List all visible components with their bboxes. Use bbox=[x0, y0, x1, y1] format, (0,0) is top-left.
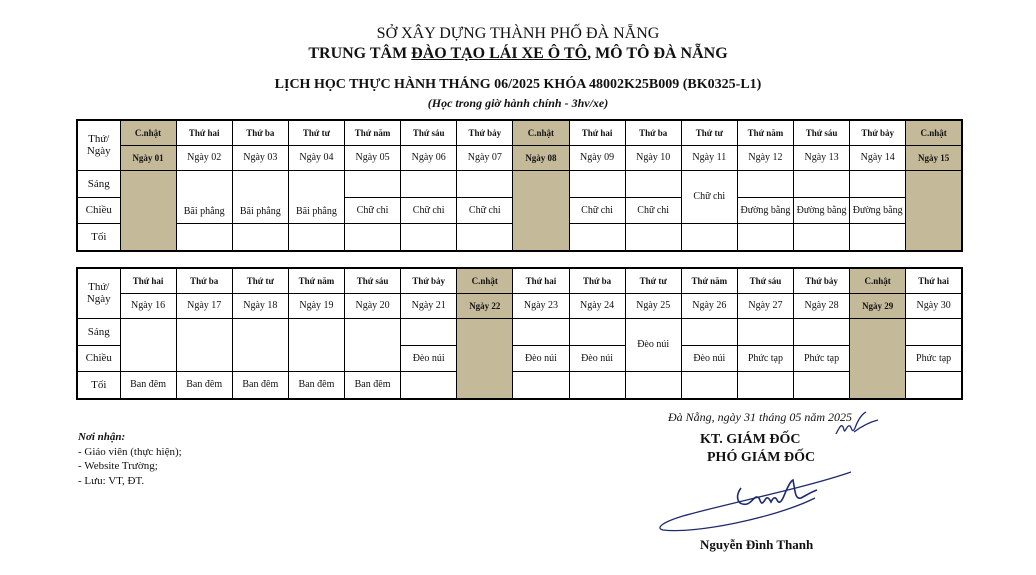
session-cell bbox=[176, 223, 232, 251]
date-cell: Ngày 11 bbox=[681, 145, 737, 170]
session-cell: Ban đêm bbox=[176, 371, 232, 399]
date-cell: Ngày 29 bbox=[850, 293, 906, 318]
center-name-pre: TRUNG TÂM bbox=[308, 45, 412, 62]
session-cell bbox=[345, 170, 401, 197]
date-cell: Ngày 16 bbox=[120, 293, 176, 318]
department-name: SỞ XÂY DỰNG THÀNH PHỐ ĐÀ NẴNG bbox=[376, 25, 660, 42]
sunday-cell bbox=[513, 170, 569, 251]
session-cell: Ban đêm bbox=[232, 371, 288, 399]
session-cell bbox=[457, 170, 513, 197]
center-name-underlined: ĐÀO TẠO LÁI XE Ô TÔ bbox=[411, 45, 588, 62]
session-cell bbox=[232, 223, 288, 251]
date-cell: Ngày 18 bbox=[232, 293, 288, 318]
signer-name: Nguyễn Đình Thanh bbox=[700, 537, 814, 552]
session-cell bbox=[569, 223, 625, 251]
session-cell bbox=[176, 318, 232, 371]
dow-label: Thứ/ bbox=[88, 133, 110, 146]
schedule-title: LỊCH HỌC THỰC HÀNH THÁNG 06/2025 KHÓA 48002K25B009 (BK0325-L1) bbox=[274, 77, 762, 92]
dow-cell: C.nhật bbox=[850, 268, 906, 293]
session-cell: Đèo núi bbox=[513, 345, 569, 371]
session-cell: Ban đêm bbox=[345, 371, 401, 399]
session-cell bbox=[906, 371, 962, 399]
session-cell: Chữ chi bbox=[569, 197, 625, 223]
table-row-morning bbox=[77, 170, 962, 197]
session-cell bbox=[681, 223, 737, 251]
dow-cell: C.nhật bbox=[120, 120, 176, 145]
dow-cell: Thứ sáu bbox=[345, 268, 401, 293]
session-cell bbox=[625, 223, 681, 251]
session-cell: Chữ chi bbox=[681, 170, 737, 223]
session-cell bbox=[906, 318, 962, 345]
session-cell: Phức tạp bbox=[794, 345, 850, 371]
session-cell bbox=[794, 223, 850, 251]
session-cell bbox=[737, 223, 793, 251]
date-cell: Ngày 22 bbox=[457, 293, 513, 318]
date-cell: Ngày 14 bbox=[850, 145, 906, 170]
session-cell bbox=[401, 170, 457, 197]
session-cell bbox=[737, 318, 793, 345]
session-cell bbox=[569, 318, 625, 345]
table-row-dow bbox=[77, 268, 962, 293]
dow-cell: Thứ tư bbox=[681, 120, 737, 145]
session-cell: Đèo núi bbox=[681, 345, 737, 371]
session-cell bbox=[625, 170, 681, 197]
date-cell: Ngày 03 bbox=[232, 145, 288, 170]
dow-cell: Thứ tư bbox=[288, 120, 344, 145]
dow-cell: Thứ hai bbox=[176, 120, 232, 145]
date-cell: Ngày 13 bbox=[794, 145, 850, 170]
dow-cell: Thứ năm bbox=[345, 120, 401, 145]
date-cell: Ngày 25 bbox=[625, 293, 681, 318]
session-cell bbox=[288, 223, 344, 251]
session-cell: Đường bằng bbox=[737, 197, 793, 223]
header-label-cell bbox=[77, 268, 120, 318]
session-cell bbox=[681, 318, 737, 345]
morning-label: Sáng bbox=[77, 170, 120, 197]
table-row-date bbox=[77, 145, 962, 170]
session-cell: Chữ chi bbox=[457, 197, 513, 223]
session-cell: Đèo núi bbox=[625, 318, 681, 371]
dow-cell: Thứ bảy bbox=[401, 268, 457, 293]
date-cell: Ngày 17 bbox=[176, 293, 232, 318]
dow-cell: Thứ ba bbox=[232, 120, 288, 145]
initial-signature bbox=[832, 408, 880, 442]
recipients-title: Nơi nhận: bbox=[78, 431, 126, 443]
dow-cell: Thứ năm bbox=[288, 268, 344, 293]
dow-cell: Thứ sáu bbox=[794, 120, 850, 145]
date-cell: Ngày 24 bbox=[569, 293, 625, 318]
sign-title-2: PHÓ GIÁM ĐỐC bbox=[707, 450, 816, 465]
director-signature bbox=[655, 468, 865, 534]
date-cell: Ngày 28 bbox=[794, 293, 850, 318]
dow-cell: Thứ hai bbox=[120, 268, 176, 293]
sunday-cell bbox=[120, 170, 176, 251]
dow-label: Thứ/ bbox=[88, 281, 110, 294]
session-cell bbox=[345, 318, 401, 371]
session-cell bbox=[681, 371, 737, 399]
morning-label: Sáng bbox=[77, 318, 120, 345]
center-name-post: , MÔ TÔ ĐÀ NẴNG bbox=[587, 45, 728, 62]
session-cell bbox=[513, 318, 569, 345]
date-cell: Ngày 27 bbox=[737, 293, 793, 318]
session-cell: Ban đêm bbox=[120, 371, 176, 399]
session-cell bbox=[401, 371, 457, 399]
session-cell: Bãi phẳng bbox=[232, 170, 288, 223]
dow-cell: Thứ bảy bbox=[850, 120, 906, 145]
table-row-evening bbox=[77, 371, 962, 399]
session-cell: Phức tạp bbox=[906, 345, 962, 371]
session-cell bbox=[737, 170, 793, 197]
dow-cell: Thứ bảy bbox=[457, 120, 513, 145]
session-cell bbox=[850, 170, 906, 197]
session-cell bbox=[401, 318, 457, 345]
day-label: Ngày bbox=[86, 293, 111, 306]
session-cell: Bãi phẳng bbox=[176, 170, 232, 223]
afternoon-label: Chiều bbox=[77, 197, 120, 223]
dow-cell: Thứ hai bbox=[513, 268, 569, 293]
day-label: Ngày bbox=[86, 145, 111, 158]
dow-cell: Thứ ba bbox=[569, 268, 625, 293]
session-cell bbox=[288, 318, 344, 371]
session-cell: Đèo núi bbox=[569, 345, 625, 371]
session-cell bbox=[794, 371, 850, 399]
date-cell: Ngày 15 bbox=[906, 145, 962, 170]
table-row-dow bbox=[77, 120, 962, 145]
session-cell: Bãi phẳng bbox=[288, 170, 344, 223]
dow-cell: Thứ hai bbox=[569, 120, 625, 145]
dow-cell: Thứ tư bbox=[232, 268, 288, 293]
sign-title-1: KT. GIÁM ĐỐC bbox=[700, 432, 801, 447]
dow-cell: Thứ ba bbox=[625, 120, 681, 145]
afternoon-label: Chiều bbox=[77, 345, 120, 371]
date-cell: Ngày 20 bbox=[345, 293, 401, 318]
date-cell: Ngày 04 bbox=[288, 145, 344, 170]
date-cell: Ngày 30 bbox=[906, 293, 962, 318]
session-cell bbox=[232, 318, 288, 371]
session-cell: Ban đêm bbox=[288, 371, 344, 399]
date-cell: Ngày 19 bbox=[288, 293, 344, 318]
schedule-subtitle: (Học trong giờ hành chính - 3hv/xe) bbox=[427, 96, 609, 110]
dow-cell: Thứ sáu bbox=[401, 120, 457, 145]
date-cell: Ngày 10 bbox=[625, 145, 681, 170]
date-cell: Ngày 02 bbox=[176, 145, 232, 170]
session-cell bbox=[569, 371, 625, 399]
session-cell bbox=[569, 170, 625, 197]
session-cell bbox=[457, 223, 513, 251]
center-name bbox=[0, 46, 1036, 62]
evening-label: Tối bbox=[77, 223, 120, 251]
session-cell bbox=[513, 371, 569, 399]
place-date: Đà Nẵng, ngày 31 tháng 05 năm 2025 bbox=[668, 410, 852, 424]
session-cell: Đèo núi bbox=[401, 345, 457, 371]
recipient-item: - Website Trường; bbox=[78, 460, 158, 472]
session-cell bbox=[850, 223, 906, 251]
dow-cell: Thứ bảy bbox=[794, 268, 850, 293]
schedule-table-week1 bbox=[76, 119, 963, 252]
date-cell: Ngày 09 bbox=[569, 145, 625, 170]
session-cell: Đường bằng bbox=[794, 197, 850, 223]
date-cell: Ngày 05 bbox=[345, 145, 401, 170]
session-cell bbox=[794, 318, 850, 345]
date-cell: Ngày 26 bbox=[681, 293, 737, 318]
sunday-cell bbox=[906, 170, 962, 251]
dow-cell: C.nhật bbox=[457, 268, 513, 293]
session-cell: Đường bằng bbox=[850, 197, 906, 223]
session-cell: Phức tạp bbox=[737, 345, 793, 371]
schedule-table-week2 bbox=[76, 267, 963, 400]
recipient-item: - Giáo viên (thực hiện); bbox=[78, 446, 182, 458]
dow-cell: C.nhật bbox=[906, 120, 962, 145]
session-cell bbox=[625, 371, 681, 399]
dow-cell: Thứ năm bbox=[737, 120, 793, 145]
session-cell: Chữ chi bbox=[625, 197, 681, 223]
date-cell: Ngày 01 bbox=[120, 145, 176, 170]
session-cell: Chữ chi bbox=[345, 197, 401, 223]
table-row-morning bbox=[77, 318, 962, 345]
date-cell: Ngày 06 bbox=[401, 145, 457, 170]
sunday-cell bbox=[457, 318, 513, 399]
evening-label: Tối bbox=[77, 371, 120, 399]
header-label-cell bbox=[77, 120, 120, 170]
dow-cell: Thứ năm bbox=[681, 268, 737, 293]
session-cell bbox=[345, 223, 401, 251]
session-cell bbox=[737, 371, 793, 399]
table-row-date bbox=[77, 293, 962, 318]
session-cell bbox=[120, 318, 176, 371]
date-cell: Ngày 21 bbox=[401, 293, 457, 318]
recipient-item: - Lưu: VT, ĐT. bbox=[78, 475, 145, 487]
dow-cell: C.nhật bbox=[513, 120, 569, 145]
date-cell: Ngày 07 bbox=[457, 145, 513, 170]
sunday-cell bbox=[850, 318, 906, 399]
session-cell bbox=[794, 170, 850, 197]
date-cell: Ngày 08 bbox=[513, 145, 569, 170]
date-cell: Ngày 23 bbox=[513, 293, 569, 318]
date-cell: Ngày 12 bbox=[737, 145, 793, 170]
session-cell bbox=[401, 223, 457, 251]
dow-cell: Thứ tư bbox=[625, 268, 681, 293]
session-cell: Chữ chi bbox=[401, 197, 457, 223]
dow-cell: Thứ sáu bbox=[737, 268, 793, 293]
dow-cell: Thứ ba bbox=[176, 268, 232, 293]
dow-cell: Thứ hai bbox=[906, 268, 962, 293]
